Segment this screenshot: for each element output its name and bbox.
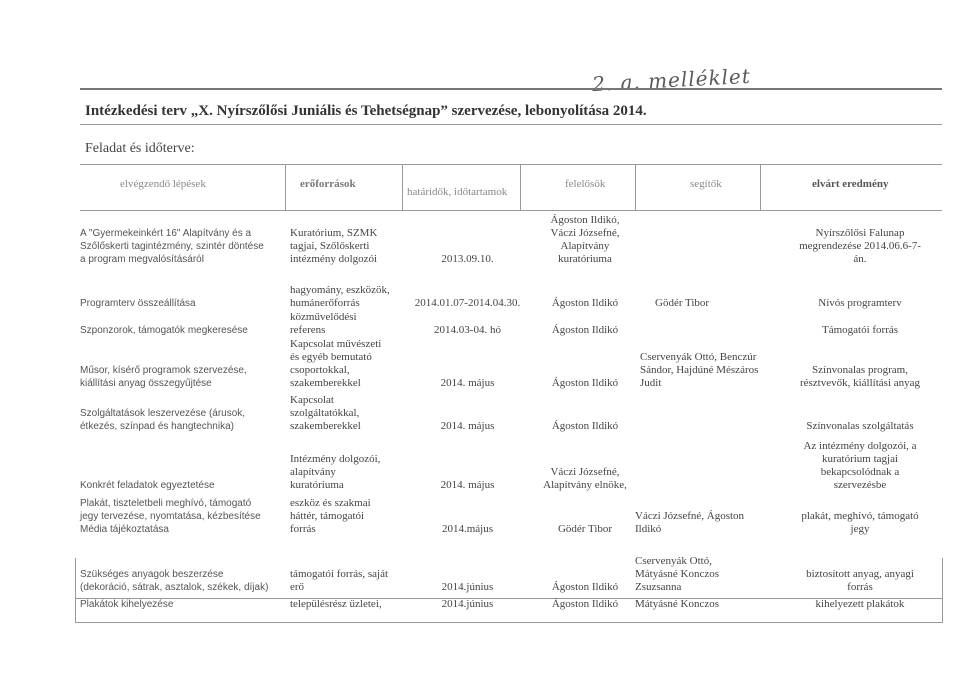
table-cell-resources: szakemberekkel — [290, 377, 361, 389]
table-cell-responsible: Gödér Tibor — [557, 523, 613, 535]
table-cell-resources: Intézmény dolgozói, — [290, 453, 381, 465]
table-cell-expected: Színvonalas szolgáltatás — [806, 420, 914, 432]
table-cell-deadline: 2014. május — [440, 377, 495, 389]
table-cell-deadline: 2014.03-04. hó — [434, 324, 501, 336]
table-cell-resources: szolgáltatókkal, — [290, 407, 360, 419]
table-cell-task: Műsor, kísérő programok szervezése, — [80, 365, 247, 376]
table-cell-resources: forrás — [290, 523, 316, 535]
table-cell-responsible: Ágoston Ildikó — [551, 297, 619, 309]
table-cell-task: Szolgáltatások leszervezése (árusok, — [80, 408, 246, 419]
table-cell-helpers: Gödér Tibor — [655, 297, 710, 309]
header-resources: erőforrások — [300, 178, 356, 190]
table-cell-expected: Nívós programterv — [818, 297, 902, 309]
left-border — [75, 558, 76, 623]
table-cell-responsible: Alapítvány — [560, 240, 610, 252]
section-title: Feladat és időterve: — [85, 141, 195, 156]
table-cell-task: A "Gyermekeinkért 16" Alapítvány és a — [80, 228, 252, 239]
table-cell-expected: Színvonalas program, — [812, 364, 908, 376]
table-cell-deadline: 2014.június — [441, 581, 494, 593]
header-task: elvégzendő lépések — [120, 178, 206, 190]
table-cell-resources: intézmény dolgozói — [290, 253, 378, 265]
table-cell-expected: résztvevők, kiállítási anyag — [799, 377, 921, 389]
table-cell-expected: megrendezése 2014.06.6-7- — [799, 240, 921, 252]
table-cell-resources: településrész üzletei, — [290, 598, 382, 610]
table-cell-responsible: Ágoston Ildikó, — [550, 214, 620, 226]
table-cell-responsible: kuratóriuma — [558, 253, 612, 265]
table-cell-deadline: 2014.június — [441, 598, 494, 610]
table-cell-task: étkezés, színpad és hangtechnika) — [80, 421, 234, 432]
header-divider — [80, 210, 942, 211]
top-border — [80, 88, 942, 90]
table-cell-deadline: 2013.09.10. — [441, 253, 494, 265]
bottom-border — [75, 622, 942, 623]
table-cell-resources: referens — [290, 324, 326, 336]
table-cell-responsible: Ágoston Ildikó — [551, 581, 619, 593]
table-cell-helpers: Mátyásné Konczos — [635, 568, 720, 580]
header-col-line — [760, 164, 761, 210]
table-cell-helpers: Sándor, Hajdúné Mészáros — [640, 364, 759, 376]
table-cell-task: Konkrét feladatok egyeztetése — [80, 480, 215, 491]
table-cell-expected: kihelyezett plakátok — [815, 598, 905, 610]
table-cell-responsible: Váczi Józsefné, — [550, 466, 620, 478]
table-cell-resources: támogatói forrás, saját — [290, 568, 389, 580]
table-cell-helpers: Cservenyák Ottó, Benczúr — [640, 351, 757, 363]
table-cell-resources: alapítvány — [290, 466, 336, 478]
table-cell-deadline: 2014.01.07-2014.04.30. — [414, 297, 521, 309]
table-cell-responsible: Ágoston Ildikó — [551, 598, 619, 610]
table-cell-expected: biztosított anyag, anyagi — [806, 568, 914, 580]
table-cell-deadline: 2014. május — [440, 420, 495, 432]
table-cell-helpers: Mátyásné Konczos — [635, 598, 720, 610]
table-cell-task: Szőlőskerti tagintézmény, szintér döntése — [80, 241, 264, 252]
header-col-line — [635, 164, 636, 210]
table-cell-task: Szükséges anyagok beszerzése — [80, 569, 224, 580]
table-cell-task: Programterv összeállítása — [80, 298, 196, 309]
header-responsible: felelősök — [565, 178, 606, 190]
table-cell-expected: szervezésbe — [833, 479, 887, 491]
table-cell-resources: hagyomány, eszközök, — [290, 284, 390, 296]
table-cell-responsible: Ágoston Ildikó — [551, 377, 619, 389]
table-cell-resources: humánerőforrás — [290, 297, 360, 309]
table-cell-expected: bekapcsolódnak a — [820, 466, 900, 478]
table-cell-task: jegy tervezése, nyomtatása, kézbesítése — [80, 511, 261, 522]
handwritten-annotation: 2. a. melléklet — [591, 63, 752, 97]
table-cell-expected: Az intézmény dolgozói, a — [803, 440, 917, 452]
title-divider — [80, 124, 942, 125]
table-cell-expected: án. — [853, 253, 867, 265]
table-cell-expected: plakát, meghívó, támogató — [801, 510, 919, 522]
table-cell-resources: csoportokkal, — [290, 364, 350, 376]
header-helpers: segítők — [690, 178, 722, 190]
header-col-line — [285, 164, 286, 210]
table-cell-responsible: Váczi Józsefné, — [550, 227, 620, 239]
table-cell-deadline: 2014.május — [441, 523, 494, 535]
table-cell-helpers: Judit — [640, 377, 662, 389]
table-cell-expected: Támogatói forrás — [821, 324, 899, 336]
table-cell-responsible: Ágoston Ildikó — [551, 420, 619, 432]
table-cell-deadline: 2014. május — [440, 479, 495, 491]
table-cell-resources: háttér, támogatói — [290, 510, 365, 522]
table-cell-resources: tagjai, Szőlőskerti — [290, 240, 370, 252]
section-divider — [80, 164, 942, 165]
table-cell-task: (dekoráció, sátrak, asztalok, székek, díjak) — [80, 582, 269, 593]
table-cell-task: Plakát, tiszteletbeli meghívó, támogató — [80, 498, 252, 509]
table-cell-resources: erő — [290, 581, 305, 593]
table-cell-task: a program megvalósításáról — [80, 254, 204, 265]
table-cell-expected: jegy — [850, 523, 870, 535]
header-expected: elvárt eredmény — [812, 178, 889, 190]
header-col-line — [520, 164, 521, 210]
table-cell-helpers: Ildikó — [635, 523, 662, 535]
table-cell-resources: Kapcsolat — [290, 394, 334, 406]
table-cell-resources: közművelődési — [290, 311, 357, 323]
table-cell-responsible: Alapítvány elnöke, — [543, 479, 627, 491]
table-cell-expected: kuratórium tagjai — [821, 453, 899, 465]
table-cell-resources: és egyéb bemutató — [290, 351, 372, 363]
table-cell-resources: Kuratórium, SZMK — [290, 227, 378, 239]
table-cell-task: Plakátok kihelyezése — [80, 599, 174, 610]
table-cell-helpers: Zsuzsanna — [635, 581, 682, 593]
table-cell-helpers: Cservenyák Ottó, — [635, 555, 712, 567]
table-cell-expected: forrás — [847, 581, 873, 593]
table-cell-task: Szponzorok, támogatók megkeresése — [80, 325, 248, 336]
header-deadline: határidők, időtartamok — [407, 186, 508, 198]
table-cell-expected: Nyírszőlősi Falunap — [815, 227, 905, 239]
table-cell-resources: eszköz és szakmai — [290, 497, 371, 509]
table-cell-responsible: Ágoston Ildikó — [551, 324, 619, 336]
document-title: Intézkedési terv „X. Nyírszőlősi Juniális és Tehetségnap” szervezése, lebonyolítása 2014. — [85, 103, 647, 119]
table-cell-resources: szakemberekkel — [290, 420, 361, 432]
header-col-line — [402, 164, 403, 210]
table-cell-task: Média tájékoztatása — [80, 524, 169, 535]
table-cell-resources: Kapcsolat művészeti — [290, 338, 382, 350]
table-cell-task: kiállítási anyag összegyűjtése — [80, 378, 212, 389]
table-cell-resources: kuratóriuma — [290, 479, 344, 491]
table-cell-helpers: Váczi Józsefné, Ágoston — [635, 510, 745, 522]
